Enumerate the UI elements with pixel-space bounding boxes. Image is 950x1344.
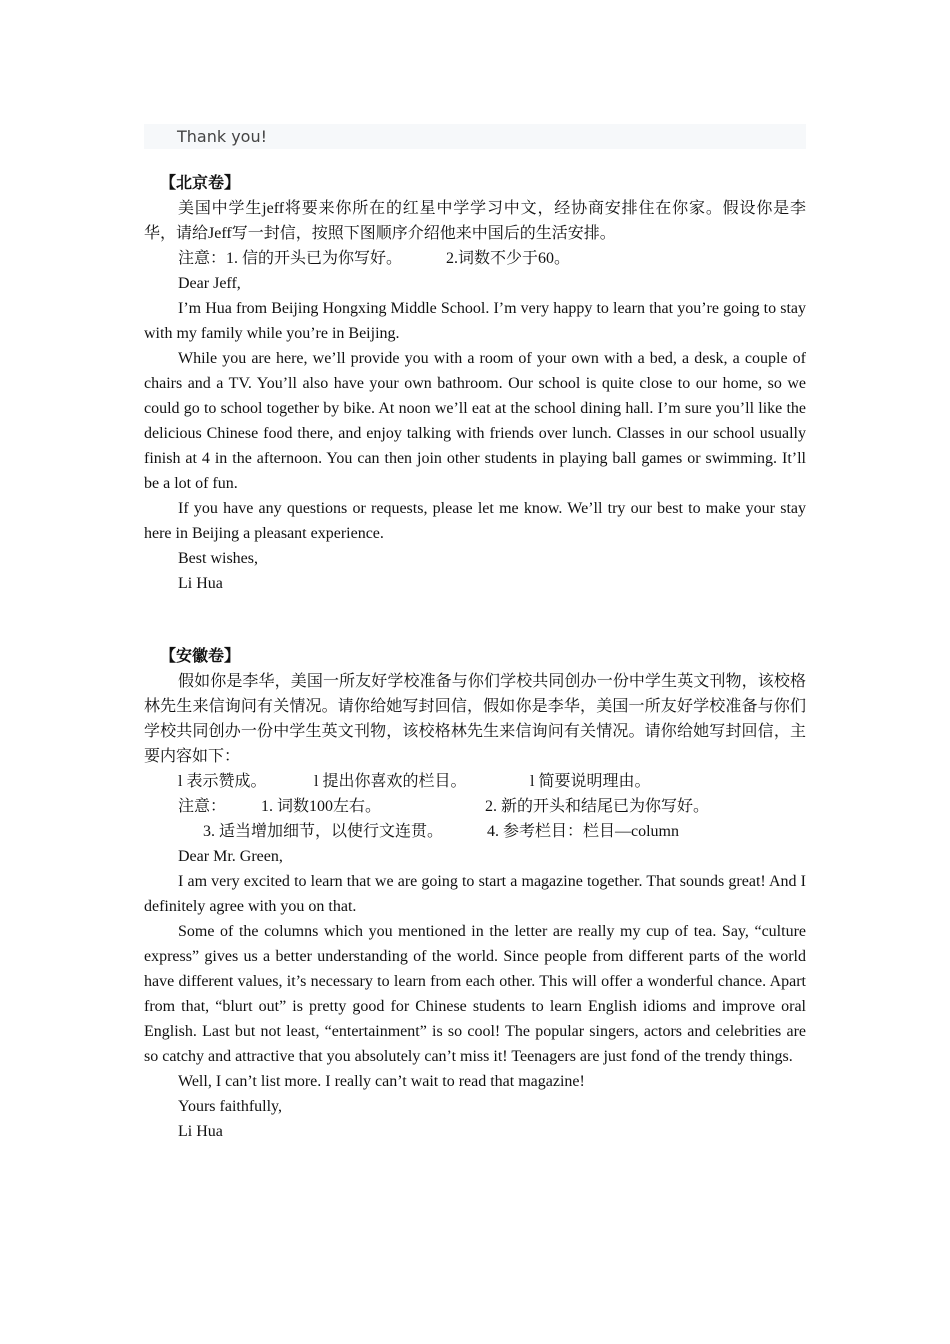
anhui-letter-para-2: Some of the columns which you mentioned in the letter are really my cup of tea. Say, “culture express” gives us a better understanding of the world. Since people from different parts of the world have different values, it’s necessary to learn from each other. This will offer a wonderful chance. Apart from that, “blurt out” is pretty good for Chinese students to learn English idioms and improve oral English. Last but not least, “entertainment” is so cool! The popular singers, actors and celebrities are so catchy and attractive that you absolutely can’t miss it! Teenagers are just fond of the trendy things.: [144, 923, 806, 1065]
beijing-section: [144, 171, 806, 596]
beijing-signature: Li Hua: [178, 575, 223, 592]
anhui-bullets: [144, 769, 806, 794]
anhui-bullet-3: l 简要说明理由。: [530, 773, 651, 790]
beijing-salutation: Dear Jeff,: [178, 275, 241, 292]
anhui-letter-para-3: Well, I can’t list more. I really can’t wait to read that magazine!: [178, 1073, 585, 1090]
anhui-note-1: 1. 词数100左右。: [261, 798, 382, 815]
anhui-signature: Li Hua: [178, 1123, 223, 1140]
anhui-prompt: 假如你是李华，美国一所友好学校准备与你们学校共同创办一份中学生英文刊物，该校格林先生来信询问有关情况。请你给她写封回信，假如你是李华，美国一所友好学校准备与你们学校共同创办一份中学生英文刊物，该校格林先生来信询问有关情况。请你给她写封回信，主要内容如下：: [144, 673, 806, 765]
anhui-salutation: Dear Mr. Green,: [178, 848, 283, 865]
thank-you-box: [144, 124, 806, 149]
beijing-letter-para-1: I’m Hua from Beijing Hongxing Middle School. I’m very happy to learn that you’re going to stay with my family while you’re in Beijing.: [144, 300, 806, 342]
beijing-notes: [144, 246, 806, 271]
beijing-note-1: 注意：1. 信的开头已为你写好。: [178, 250, 403, 267]
anhui-letter-para-1: I am very excited to learn that we are going to start a magazine together. That sounds great! And I definitely agree with you on that.: [144, 873, 806, 915]
anhui-section: [144, 644, 806, 1144]
anhui-note-label: 注意：: [178, 798, 227, 815]
beijing-letter-para-2: While you are here, we’ll provide you with a room of your own with a bed, a desk, a couple of chairs and a TV. You’ll also have your own bathroom. Our school is quite close to our home, so we could go to school together by bike. At noon we’ll eat at the school dining hall. I’m sure you’ll like the delicious Chinese food there, and enjoy talking with friends over lunch. Classes in our school usually finish at 4 in the afternoon. You can then join other students in playing ball games or swimming. It’ll be a lot of fun.: [144, 350, 806, 492]
beijing-prompt: 美国中学生jeff将要来你所在的红星中学学习中文，经协商安排住在你家。假设你是李华，请给Jeff写一封信，按照下图顺序介绍他来中国后的生活安排。: [144, 200, 806, 242]
anhui-note-3: 3. 适当增加细节，以使行文连贯。: [203, 823, 444, 840]
anhui-notes-row-2: [144, 819, 806, 844]
beijing-heading: 【北京卷】: [160, 175, 241, 192]
anhui-notes-row-1: [144, 794, 806, 819]
anhui-bullet-1: l 表示赞成。: [178, 773, 267, 790]
anhui-heading: 【安徽卷】: [160, 648, 241, 665]
anhui-closing: Yours faithfully,: [178, 1098, 283, 1115]
beijing-closing: Best wishes,: [178, 550, 258, 567]
thank-you-text: Thank you!: [177, 127, 268, 146]
anhui-bullet-2: l 提出你喜欢的栏目。: [314, 773, 467, 790]
beijing-note-2: 2.词数不少于60。: [446, 250, 571, 267]
anhui-note-2: 2. 新的开头和结尾已为你写好。: [485, 798, 710, 815]
anhui-note-4: 4. 参考栏目：栏目—column: [487, 823, 679, 840]
beijing-letter-para-3: If you have any questions or requests, please let me know. We’ll try our best to make your stay here in Beijing a pleasant experience.: [144, 500, 806, 542]
